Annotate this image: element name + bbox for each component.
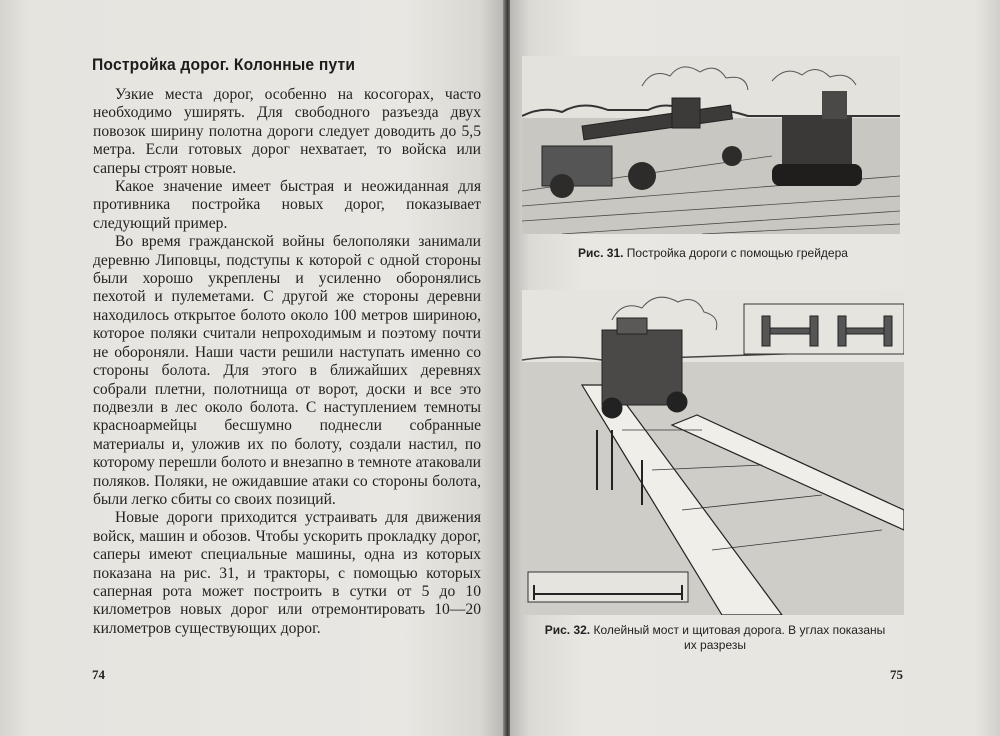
- figure-32-caption-line1: Колейный мост и щитовая дорога. В углах показаны: [593, 623, 886, 637]
- figure-32-caption-line2: их разрезы: [684, 638, 746, 652]
- page-number-right: 75: [890, 667, 903, 682]
- section-heading: Постройка дорог. Колонные пути: [92, 55, 356, 74]
- paragraph: Новые дороги приходится устраивать для движения войск, машин и обозов. Чтобы ускорить прокладку дорог, саперы имеют специальные машины, одна из которых показана на рис. 31, и тракторы, с помощью которых саперная рота может построить в сутки от 5 до 10 километров новых дорог или отремонтировать 10—20 километров существующих дорог.: [93, 509, 481, 637]
- figure-32-bridge-illustration: [522, 290, 904, 615]
- right-page: [510, 0, 1000, 736]
- figure-31-grader-illustration: [522, 56, 900, 234]
- paragraph: Узкие места дорог, особенно на косогорах, часто необходимо уширять. Для свободного разъезда двух повозок ширину полотна дороги следует доводить до 5,5 метра. Если готовых дорог нехватает, то войска или саперы строят новые.: [93, 86, 481, 177]
- figure-32-caption: [510, 623, 920, 653]
- page-number-left: 74: [92, 667, 105, 682]
- figure-32-label: Рис. 32.: [544, 623, 591, 637]
- figure-31-caption-text: Постройка дороги с помощью грейдера: [626, 246, 848, 260]
- paragraph: Какое значение имеет быстрая и неожиданная для противника постройка новых дорог, показывает следующий пример.: [93, 178, 481, 232]
- figure-31-caption: [538, 246, 888, 261]
- paragraph: Во время гражданской войны белополяки занимали деревню Липовцы, подступы к которой с одной стороны были хорошо укреплены и усиленно оборонялись пехотой и пулеметами. С другой же стороны деревни находилось открытое болото около 100 метров шириною, которое поляки считали непроходимым и поэтому почти не обороняли. Наши части решили наступать именно со стороны болота. Для этого в ближайших деревнях собрали плетни, полотнища от ворот, доски и все это подвезли в лес около болота. С наступлением темноты красноармейцы бесшумно поднесли собранные материалы и, уложив их по болоту, создали настил, по которому перешли болото и внезапно в темноте атаковали поляков. Поляки, не ожидавшие атаки со стороны болота, были легко сбиты со своих позиций.: [93, 233, 481, 508]
- figure-31-label: Рис. 31.: [578, 246, 624, 260]
- body-text: [93, 86, 481, 638]
